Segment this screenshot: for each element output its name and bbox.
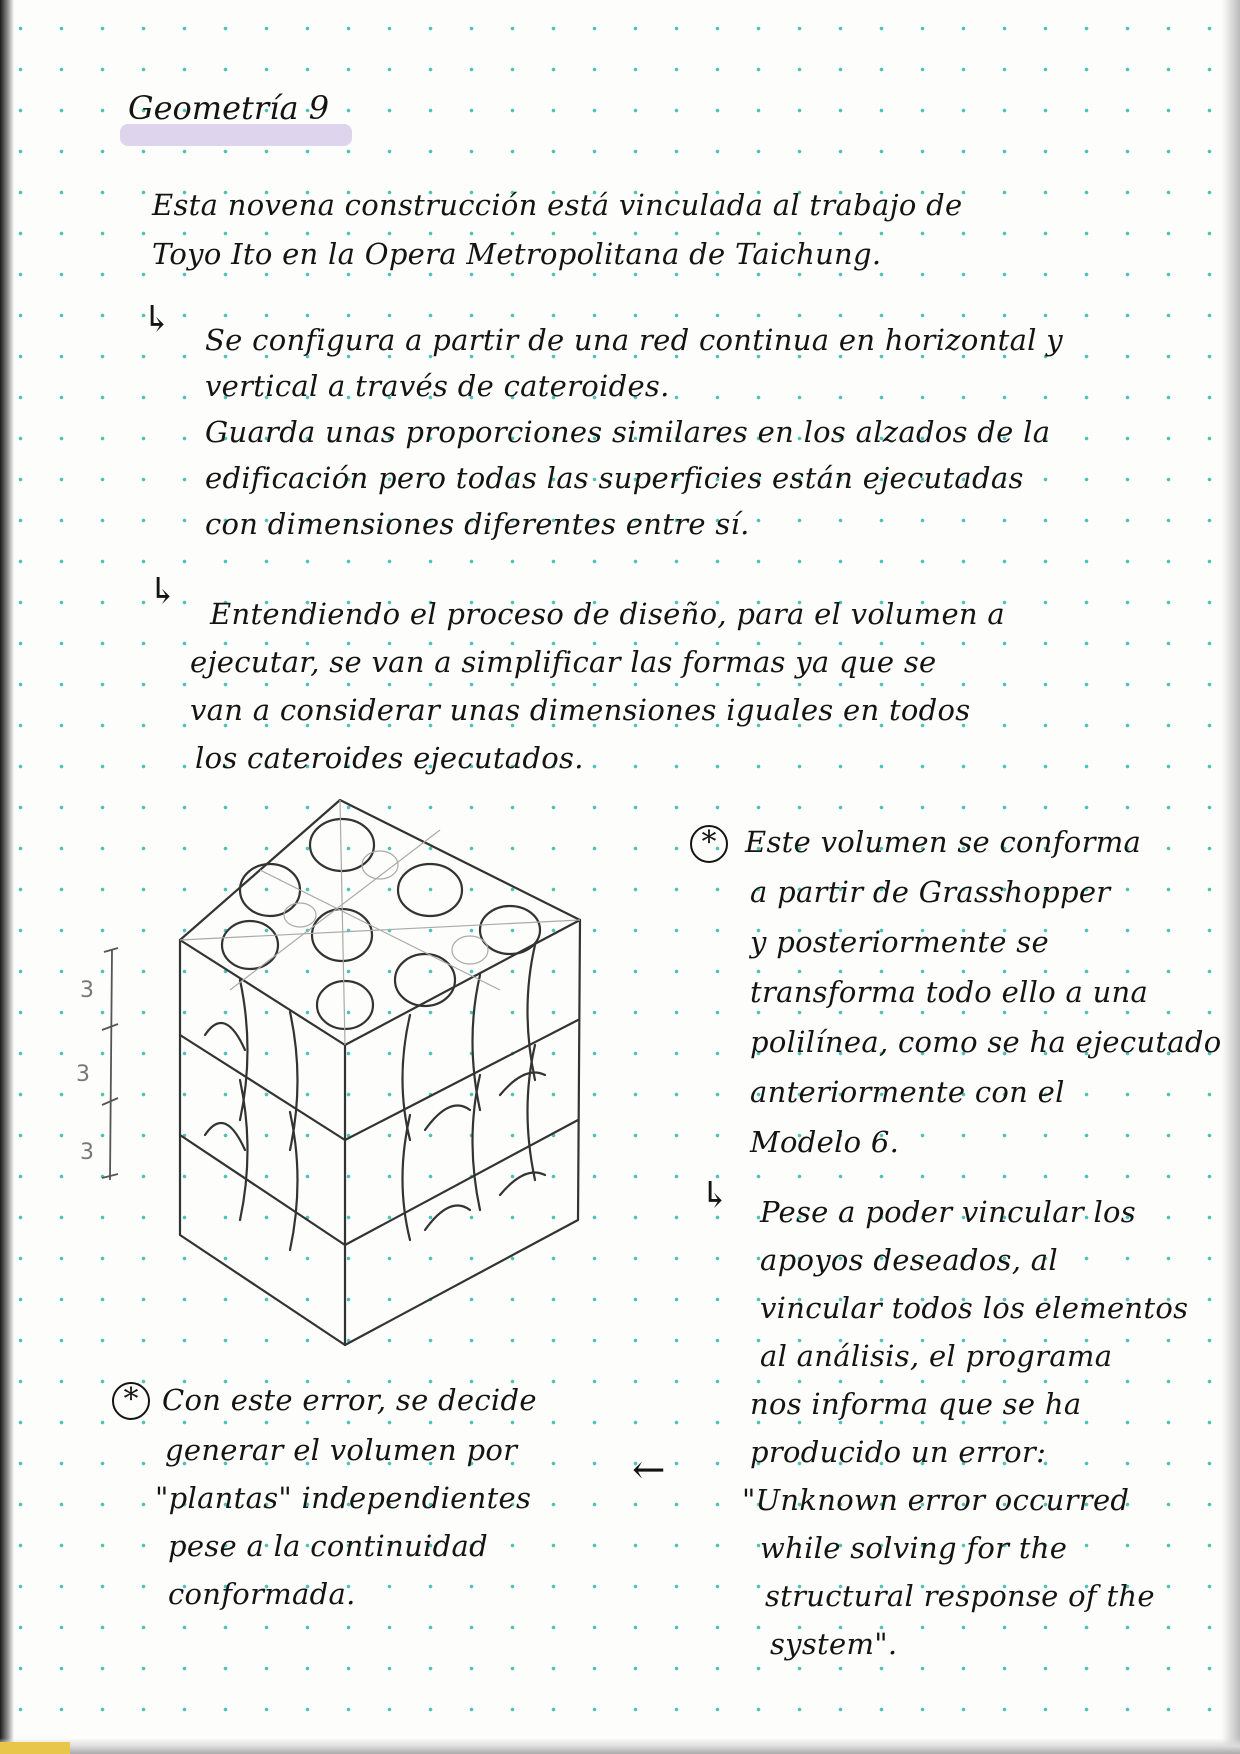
point1-line: con dimensiones diferentes entre sí.: [205, 507, 750, 541]
page-corner-tab: [0, 1742, 70, 1754]
note2-line: while solving for the: [760, 1531, 1068, 1565]
note2-line: "Unknown error occurred: [742, 1483, 1130, 1517]
point2-line: Entendiendo el proceso de diseño, para el volumen a: [210, 597, 1005, 631]
note2-line: Pese a poder vincular los: [760, 1195, 1136, 1229]
note3-line: conformada.: [168, 1577, 356, 1611]
asterisk-circle-icon: *: [690, 825, 728, 863]
page-left-edge: [0, 0, 14, 1754]
note1-line: a partir de Grasshopper: [750, 875, 1111, 909]
dimension-line: [96, 940, 126, 1190]
note3-line: pese a la continuidad: [168, 1529, 488, 1563]
note3-line: generar el volumen por: [165, 1433, 518, 1467]
point1-line: edificación pero todas las superficies están ejecutadas: [205, 461, 1024, 495]
hook-arrow-icon: ↳: [142, 299, 173, 340]
note2-line: vincular todos los elementos: [760, 1291, 1189, 1325]
asterisk-circle-icon: *: [112, 1382, 150, 1420]
hook-arrow-icon: ↳: [148, 571, 179, 612]
note1-line: anteriormente con el: [750, 1075, 1065, 1109]
intro-line: Toyo Ito en la Opera Metropolitana de Taichung.: [152, 237, 882, 271]
note2-line: system".: [770, 1627, 898, 1661]
dimension-label: 3: [80, 1140, 94, 1165]
dimension-label: 3: [76, 1062, 90, 1087]
point2-line: ejecutar, se van a simplificar las formas ya que se: [190, 645, 937, 679]
note2-line: al análisis, el programa: [760, 1339, 1113, 1373]
point1-line: Se configura a partir de una red continua en horizontal y: [205, 323, 1063, 357]
hook-arrow-icon: ↳: [700, 1175, 731, 1216]
page-title: Geometría 9: [128, 89, 330, 127]
point2-line: van a considerar unas dimensiones iguales en todos: [190, 693, 971, 727]
isometric-volume-sketch: [80, 790, 620, 1350]
note1-line: y posteriormente se: [750, 925, 1049, 959]
note3-line: "plantas" independientes: [155, 1481, 532, 1515]
point1-line: Guarda unas proporciones similares en los alzados de la: [205, 415, 1051, 449]
page-right-edge: [1222, 0, 1240, 1754]
note3-line: Con este error, se decide: [162, 1383, 537, 1417]
intro-line: Esta novena construcción está vinculada al trabajo de: [152, 188, 963, 222]
note2-line: nos informa que se ha: [750, 1387, 1082, 1421]
point2-line: los cateroides ejecutados.: [195, 741, 584, 775]
note2-line: structural response of the: [765, 1579, 1155, 1613]
note2-line: producido un error:: [750, 1435, 1047, 1469]
note1-line: transforma todo ello a una: [750, 975, 1149, 1009]
dimension-label: 3: [80, 978, 94, 1003]
note1-line: Modelo 6.: [750, 1125, 900, 1159]
note1-line: Este volumen se conforma: [745, 825, 1142, 859]
note1-line: polilínea, como se ha ejecutado: [750, 1025, 1222, 1059]
point1-line: vertical a través de cateroides.: [205, 369, 670, 403]
left-arrow-icon: ←: [632, 1447, 666, 1493]
note2-line: apoyos deseados, al: [760, 1243, 1058, 1277]
page-bottom-edge: [0, 1738, 1240, 1754]
